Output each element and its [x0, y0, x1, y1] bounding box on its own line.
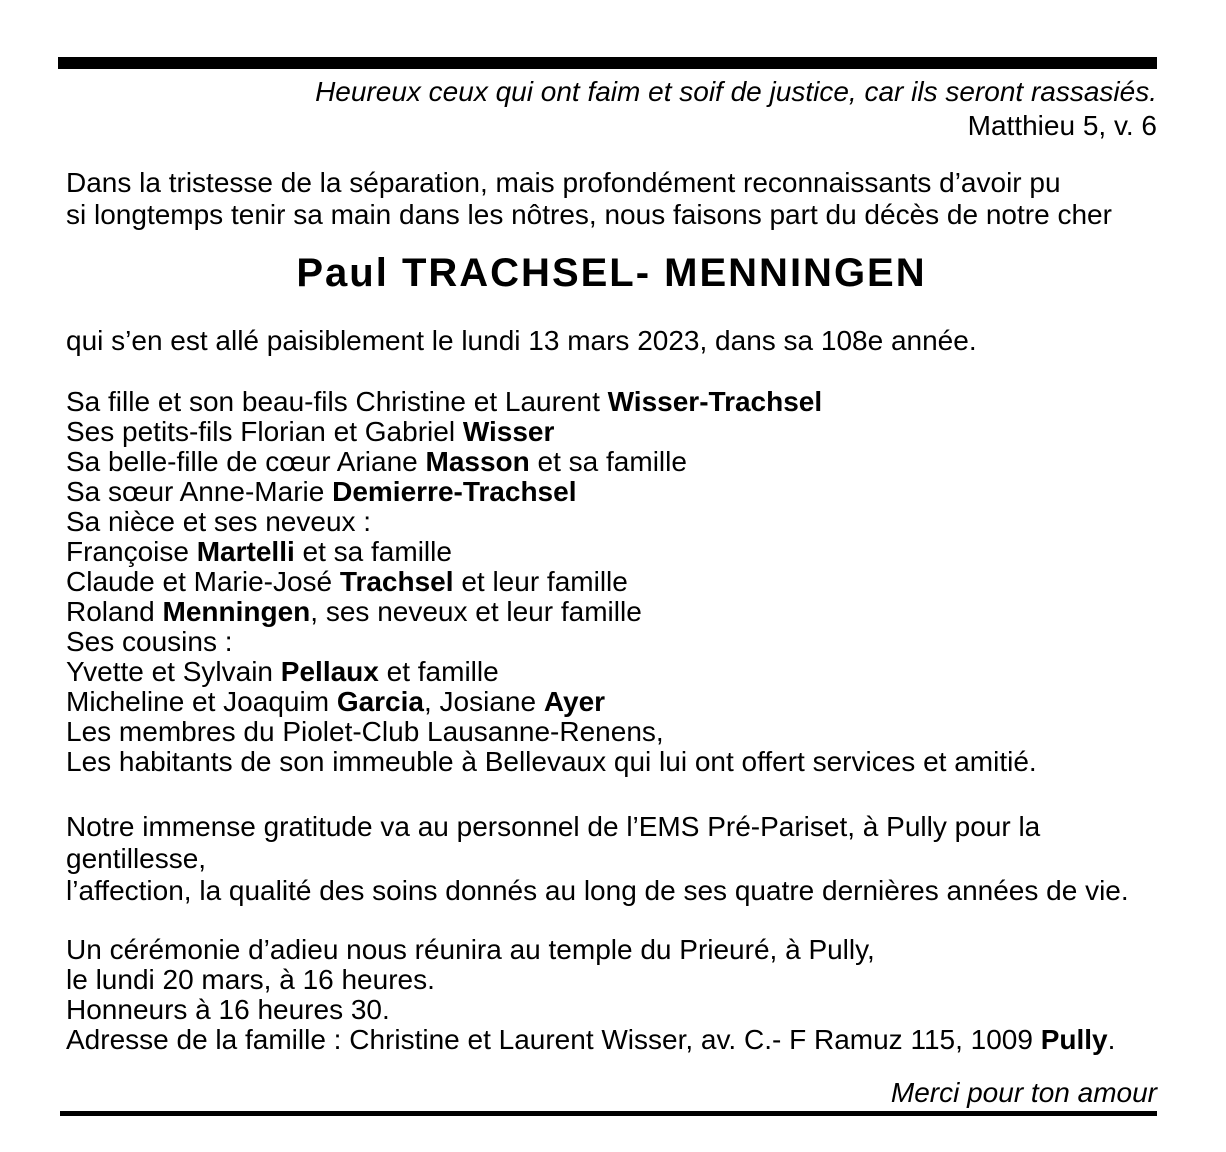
text-line: [66, 811, 1157, 875]
text-line: [66, 747, 1157, 777]
text-line: [66, 965, 1157, 995]
text-line: [66, 627, 1157, 657]
bold-name-text: Martelli: [196, 536, 295, 567]
text-line: [66, 597, 1157, 627]
gratitude-paragraph: [66, 811, 1157, 907]
plain-text: Un cérémonie d’adieu nous réunira au temple du Prieuré, à Pully,: [66, 934, 875, 965]
plain-text: Les membres du Piolet-Club Lausanne-Renens,: [66, 716, 664, 747]
text-line: [66, 1025, 1157, 1055]
plain-text: , ses neveux et leur famille: [310, 596, 642, 627]
text-line: [66, 417, 1157, 447]
plain-text: Les habitants de son immeuble à Bellevaux qui lui ont offert services et amitié.: [66, 746, 1037, 777]
plain-text: Honneurs à 16 heures 30.: [66, 994, 390, 1025]
text-line: [66, 567, 1157, 597]
text-line: [66, 717, 1157, 747]
text-line: [66, 447, 1157, 477]
plain-text: Adresse de la famille : Christine et Laurent Wisser, av. C.- F Ramuz 115, 1009: [66, 1024, 1041, 1055]
epigraph-attribution: Matthieu 5, v. 6: [967, 110, 1157, 141]
passing-line: qui s’en est allé paisiblement le lundi 13 mars 2023, dans sa 108e année.: [66, 325, 977, 356]
top-rule: [58, 57, 1157, 69]
plain-text: Roland: [66, 596, 163, 627]
plain-text: Ses cousins :: [66, 626, 233, 657]
plain-text: Françoise: [66, 536, 197, 567]
intro-line-2: si longtemps tenir sa main dans les nôtres, nous faisons part du décès de notre cher: [66, 199, 1112, 230]
intro-paragraph: [66, 167, 1157, 231]
family-list: [66, 387, 1157, 777]
bold-name-text: Demierre-Trachsel: [332, 476, 577, 507]
intro-line-1: Dans la tristesse de la séparation, mais profondément reconnaissants d’avoir pu: [66, 167, 1061, 198]
bold-name-text: Ayer: [543, 686, 606, 717]
bold-name-text: Wisser: [462, 416, 555, 447]
plain-text: l’affection, la qualité des soins donnés au long de ses quatre dernières années de vie.: [66, 875, 1129, 906]
bold-name-text: Menningen: [162, 596, 311, 627]
text-line: [66, 657, 1157, 687]
epigraph: [66, 75, 1157, 143]
bottom-rule: [60, 1111, 1157, 1116]
plain-text: et sa famille: [294, 536, 452, 567]
text-line: [66, 387, 1157, 417]
text-line: [66, 687, 1157, 717]
plain-text: Sa sœur Anne-Marie: [66, 476, 333, 507]
text-line: [66, 995, 1157, 1025]
bold-name-text: Garcia: [336, 686, 424, 717]
epigraph-quote: Heureux ceux qui ont faim et soif de justice, car ils seront rassasiés.: [315, 76, 1157, 107]
plain-text: le lundi 20 mars, à 16 heures.: [66, 964, 435, 995]
bold-name-text: Pellaux: [280, 656, 379, 687]
plain-text: Sa belle-fille de cœur Ariane: [66, 446, 426, 477]
text-line: [66, 507, 1157, 537]
ceremony-details: [66, 935, 1157, 1055]
plain-text: Ses petits-fils Florian et Gabriel: [66, 416, 463, 447]
plain-text: Yvette et Sylvain: [66, 656, 281, 687]
bold-name-text: Wisser-Trachsel: [607, 386, 823, 417]
text-line: [66, 537, 1157, 567]
text-line: [66, 935, 1157, 965]
plain-text: , Josiane: [423, 686, 544, 717]
plain-text: Claude et Marie-José: [66, 566, 340, 597]
plain-text: et famille: [378, 656, 499, 687]
text-line: [66, 477, 1157, 507]
text-line: [66, 875, 1157, 907]
plain-text: et leur famille: [453, 566, 628, 597]
plain-text: .: [1107, 1024, 1116, 1055]
plain-text: Notre immense gratitude va au personnel de l’EMS Pré-Pariset, à Pully pour la gentillesse,: [66, 811, 1041, 874]
plain-text: Micheline et Joaquim: [66, 686, 337, 717]
bold-name-text: Trachsel: [339, 566, 454, 597]
plain-text: et sa famille: [529, 446, 687, 477]
bold-name-text: Pully: [1040, 1024, 1108, 1055]
plain-text: Sa fille et son beau-fils Christine et Laurent: [66, 386, 608, 417]
deceased-name: Paul TRACHSEL- MENNINGEN: [296, 251, 927, 295]
plain-text: Sa nièce et ses neveux :: [66, 506, 372, 537]
bold-name-text: Masson: [425, 446, 530, 477]
closing-line: Merci pour ton amour: [890, 1077, 1157, 1108]
